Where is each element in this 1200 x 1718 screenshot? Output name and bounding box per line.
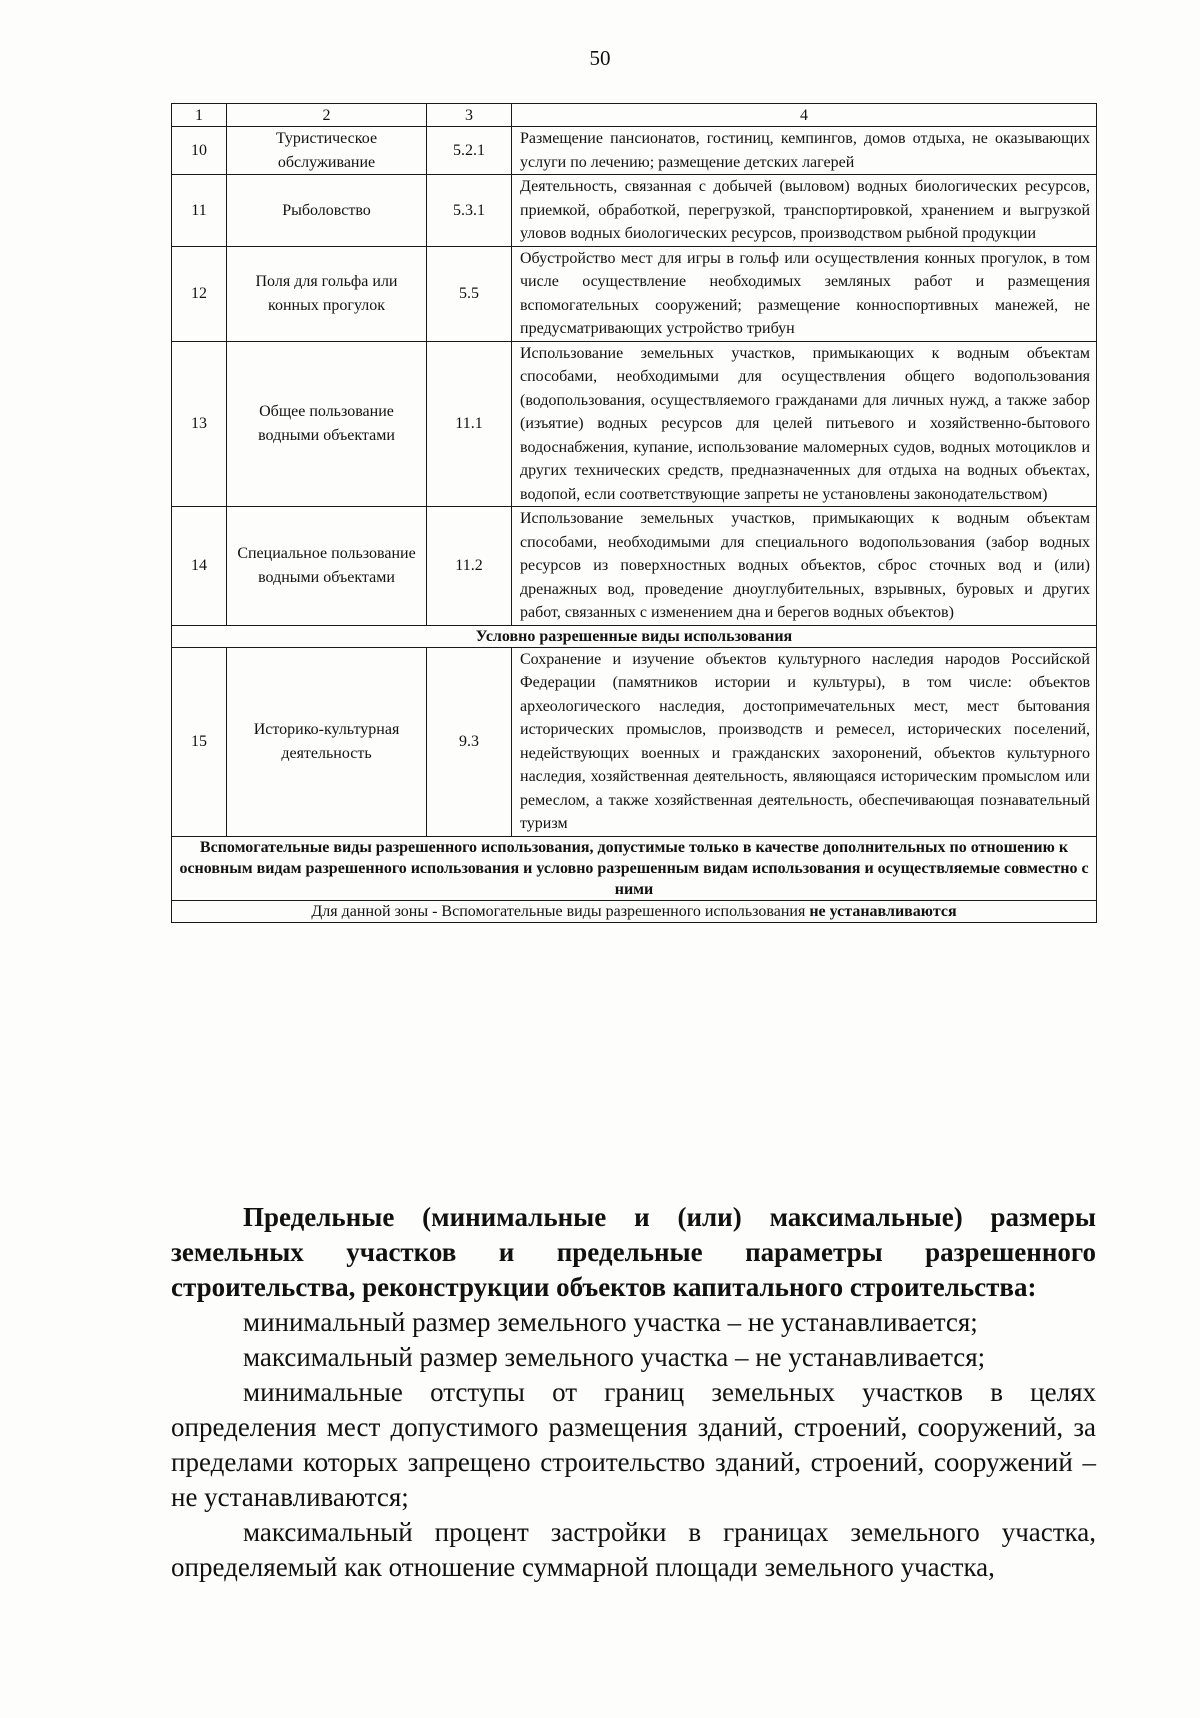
land-use-table (171, 103, 1097, 923)
use-type-description: Использование земельных участков, примыкающих к водным объектам способами, необходимыми для осуществления общего водопользования (водопользования, осуществляемого гражданами для личных нужд, а также забор (изъятие) водных ресурсов для целей питьевого и хозяйственно-бытового водоснабжения, купание, использование маломерных судов, водных мотоциклов и других технических средств, предназначенных для отдыха на водных объектах, водопой, если соответствующие запреты не установлены законодательством) (512, 341, 1097, 507)
table-header-row (172, 104, 1097, 127)
section-heading-line: Предельные (минимальные и (или) максимальные) размеры (243, 1202, 1096, 1232)
parameters-section (171, 1200, 1096, 1585)
use-type-name: Рыболовство (227, 175, 427, 247)
column-header: 4 (512, 104, 1097, 127)
column-header: 3 (427, 104, 512, 127)
paragraph: минимальные отступы от границ земельных участков в целях определения мест допустимого размещения зданий, строений, сооружений, за пределами которых запрещено строительство зданий, строений, сооружений – не устанавливаются; (171, 1377, 1096, 1512)
row-number: 15 (172, 647, 227, 836)
use-type-code: 5.5 (427, 246, 512, 341)
row-number: 10 (172, 127, 227, 175)
use-type-code: 9.3 (427, 647, 512, 836)
table-row (172, 246, 1097, 341)
use-type-code: 11.2 (427, 507, 512, 626)
use-type-code: 5.3.1 (427, 175, 512, 247)
auxiliary-note-status: не устанавливаются (809, 902, 957, 920)
auxiliary-uses-note-row (172, 900, 1097, 922)
use-type-code: 11.1 (427, 341, 512, 507)
use-type-description: Размещение пансионатов, гостиниц, кемпингов, домов отдыха, не оказывающих услуги по лечению; размещение детских лагерей (512, 127, 1097, 175)
table-row (172, 341, 1097, 507)
paragraph: минимальный размер земельного участка – не устанавливается; (243, 1307, 978, 1337)
page-number: 50 (589, 46, 611, 70)
use-type-code: 5.2.1 (427, 127, 512, 175)
paragraph: максимальный размер земельного участка – не устанавливается; (243, 1342, 986, 1372)
conditional-uses-header-row (172, 625, 1097, 647)
paragraph: максимальный процент застройки в границах земельного участка, определяемый как отношение суммарной площади земельного участка, (171, 1517, 1096, 1582)
section-heading-line: земельных участков и предельные параметры разрешенного (171, 1237, 1096, 1267)
use-type-name: Поля для гольфа или конных прогулок (227, 246, 427, 341)
auxiliary-note-prefix: Для данной зоны - Вспомогательные виды разрешенного использования (311, 902, 806, 920)
section-heading-line: строительства, реконструкции объектов капитального строительства: (171, 1272, 1037, 1302)
auxiliary-uses-header-row (172, 836, 1097, 900)
table-row (172, 175, 1097, 247)
use-type-name: Общее пользование водными объектами (227, 341, 427, 507)
use-type-description: Деятельность, связанная с добычей (выловом) водных биологических ресурсов, приемкой, обработкой, перегрузкой, транспортировкой, хранением и выгрузкой уловов водных биологических ресурсов, производством рыбной продукции (512, 175, 1097, 247)
use-type-name: Историко-культурная деятельность (227, 647, 427, 836)
use-type-description: Сохранение и изучение объектов культурного наследия народов Российской Федерации (памятников истории и культуры), в том числе: объектов археологического наследия, достопримечательных мест, мест бытования исторических промыслов, производств и ремесел, исторических поселений, недействующих военных и гражданских захоронений, объектов культурного наследия, хозяйственная деятельность, являющаяся историческим промыслом или ремеслом, а также хозяйственная деятельность, обеспечивающая познавательный туризм (512, 647, 1097, 836)
table-row (172, 507, 1097, 626)
auxiliary-uses-note (172, 900, 1097, 922)
table-row (172, 127, 1097, 175)
row-number: 12 (172, 246, 227, 341)
use-type-description: Обустройство мест для игры в гольф или осуществления конных прогулок, в том числе осуществление необходимых земляных работ и размещения вспомогательных сооружений; размещение конноспортивных манежей, не предусматривающих устройство трибун (512, 246, 1097, 341)
table-row (172, 647, 1097, 836)
row-number: 14 (172, 507, 227, 626)
use-type-name: Специальное пользование водными объектами (227, 507, 427, 626)
auxiliary-uses-header: Вспомогательные виды разрешенного использования, допустимые только в качестве дополнительных по отношению к основным видам разрешенного использования и условно разрешенным видам использования и осуществляемые совместно с ними (172, 836, 1097, 900)
row-number: 11 (172, 175, 227, 247)
conditional-uses-header: Условно разрешенные виды использования (172, 625, 1097, 647)
column-header: 1 (172, 104, 227, 127)
use-type-description: Использование земельных участков, примыкающих к водным объектам способами, необходимыми для специального водопользования (забор водных ресурсов из поверхностных водных объектов, сброс сточных вод и (или) дренажных вод, проведение дноуглубительных, взрывных, буровых и других работ, связанных с изменением дна и берегов водных объектов) (512, 507, 1097, 626)
use-type-name: Туристическое обслуживание (227, 127, 427, 175)
row-number: 13 (172, 341, 227, 507)
column-header: 2 (227, 104, 427, 127)
